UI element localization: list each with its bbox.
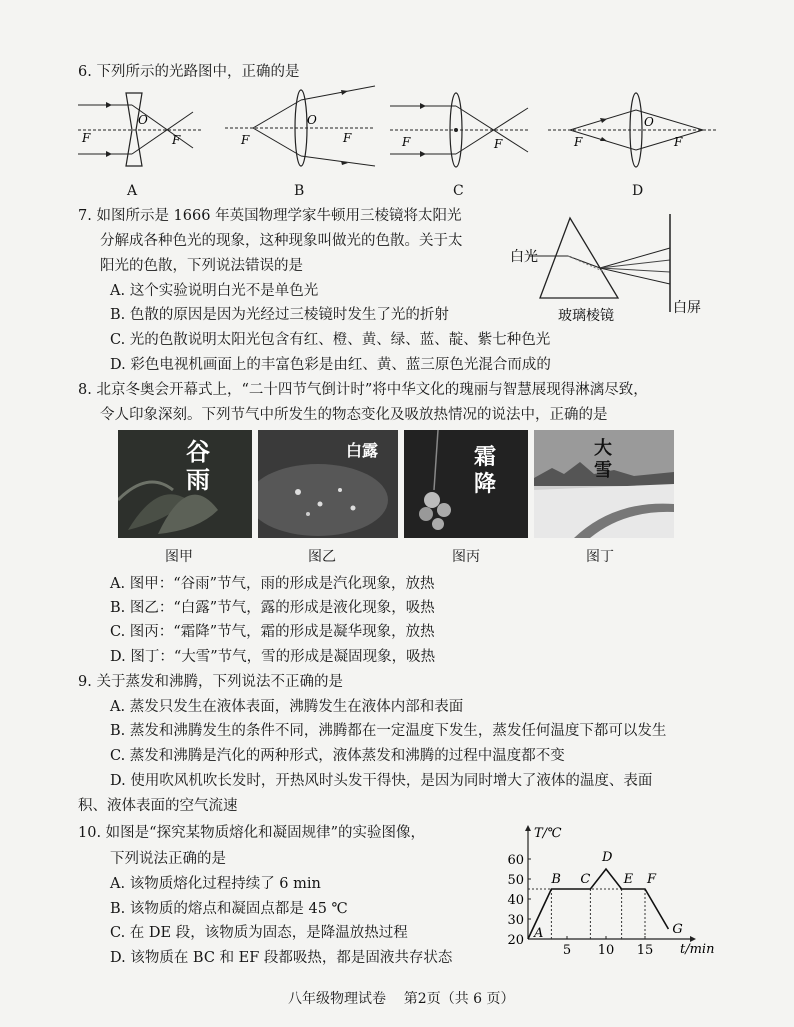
page-footer: 八年级物理试卷 第2页（共 6 页） [288, 991, 515, 1007]
photo-daxue-title: 大雪 [594, 438, 612, 481]
caption-jia: 图甲 [165, 549, 193, 565]
caption-bing: 图丙 [452, 549, 480, 565]
q7-stem-line3: 阳光的色散，下列说法错误的是 [100, 258, 303, 274]
q8-stem-line1: 8. 北京冬奥会开幕式上，“二十四节气倒计时”将中华文化的瑰丽与智慧展现得淋漓尽致， [78, 382, 648, 398]
q6-label-d: D [632, 183, 644, 199]
q9-option-c: C. 蒸发和沸腾是汽化的两种形式，液体蒸发和沸腾的过程中温度都不变 [110, 748, 565, 764]
y-tick-label: 40 [507, 893, 524, 908]
y-tick-label: 60 [507, 853, 524, 868]
photo-shuangjiang-title: 霜降 [474, 444, 497, 497]
q6-diagram-d [548, 90, 718, 170]
svg-text:F: F [574, 135, 583, 149]
q7-stem-line1: 7. 如图所示是 1666 年英国物理学家牛顿用三棱镜将太阳光 [78, 208, 462, 224]
q8-stem-line2: 令人印象深刻。下列节气中所发生的物态变化及吸放热情况的说法中，正确的是 [100, 407, 608, 423]
q7-option-d: D. 彩色电视机画面上的丰富色彩是由红、黄、蓝三原色光混合而成的 [110, 357, 551, 373]
q7-stem-line2: 分解成各种色光的现象，这种现象叫做光的色散。关于太 [100, 233, 463, 249]
y-axis-arrow [525, 825, 531, 831]
q6-label-c: C [453, 183, 464, 199]
x-axis-label: t/min [680, 942, 715, 957]
svg-text:F: F [494, 137, 503, 151]
svg-text:O: O [138, 113, 148, 127]
caption-yi: 图乙 [308, 549, 336, 565]
svg-text:玻璃棱镜: 玻璃棱镜 [558, 308, 614, 324]
q7-option-a: A. 这个实验说明白光不是单色光 [110, 283, 319, 299]
svg-text:F: F [674, 135, 683, 149]
q9-option-b: B. 蒸发和沸腾发生的条件不同，沸腾都在一定温度下发生，蒸发任何温度下都可以发生 [110, 723, 667, 739]
point-label: A [534, 926, 544, 941]
q8-option-c: C. 图丙：“霜降”节气，霜的形成是凝华现象，放热 [110, 624, 435, 640]
photo-daxue [534, 430, 674, 538]
q9-option-d-cont: 积、液体表面的空气流速 [78, 798, 238, 814]
svg-text:F: F [402, 135, 411, 149]
q10-option-a: A. 该物质熔化过程持续了 6 min [110, 876, 321, 892]
q7-option-b: B. 色散的原因是因为光经过三棱镜时发生了光的折射 [110, 307, 449, 323]
svg-text:白屏: 白屏 [673, 300, 701, 316]
q6-diagram-c [390, 90, 530, 170]
point-label: F [647, 872, 657, 887]
caption-ding: 图丁 [586, 549, 614, 565]
photo-shuangjiang [404, 430, 528, 538]
q6-diagram-b [225, 84, 380, 168]
x-tick-label: 5 [562, 943, 572, 958]
x-tick-label: 10 [597, 943, 615, 958]
svg-text:白光: 白光 [510, 249, 538, 265]
q7-option-c: C. 光的色散说明太阳光包含有红、橙、黄、绿、蓝、靛、紫七种色光 [110, 332, 551, 348]
photo-bailu-title: 白露 [346, 441, 379, 460]
photo-bailu [258, 430, 398, 538]
photo-guyu [118, 430, 252, 538]
q6-diagram-a [78, 88, 203, 168]
q10-option-b: B. 该物质的熔点和凝固点都是 45 ℃ [110, 901, 348, 917]
q10-stem-line1: 10. 如图是“探究某物质熔化和凝固规律”的实验图像， [78, 825, 425, 841]
y-axis-label: T/℃ [534, 826, 562, 841]
q10-option-c: C. 在 DE 段，该物质为固态，是降温放热过程 [110, 925, 408, 941]
svg-text:F: F [82, 131, 91, 145]
x-tick-label: 15 [636, 943, 654, 958]
y-tick-label: 50 [507, 873, 524, 888]
q8-option-a: A. 图甲：“谷雨”节气，雨的形成是汽化现象，放热 [110, 576, 435, 592]
point-label: B [551, 872, 561, 887]
q10-stem-line2: 下列说法正确的是 [110, 851, 226, 867]
point-label: D [602, 850, 613, 865]
q9-option-a: A. 蒸发只发生在液体表面，沸腾发生在液体内部和表面 [110, 699, 464, 715]
point-label: E [623, 872, 634, 887]
photo-guyu-title: 谷雨 [186, 437, 210, 494]
q6-stem: 6. 下列所示的光路图中，正确的是 [78, 64, 300, 80]
svg-text:F: F [343, 131, 352, 145]
y-tick-label: 30 [507, 913, 524, 928]
q8-option-b: B. 图乙：“白露”节气，露的形成是液化现象，吸热 [110, 600, 435, 616]
q6-label-a: A [127, 183, 138, 199]
q8-option-d: D. 图丁：“大雪”节气，雪的形成是凝固现象，吸热 [110, 649, 436, 665]
svg-text:F: F [241, 133, 250, 147]
q9-stem: 9. 关于蒸发和沸腾，下列说法不正确的是 [78, 674, 343, 690]
q9-option-d: D. 使用吹风机吹长发时，开热风时头发干得快，是因为同时增大了液体的温度、表面 [110, 773, 653, 789]
q10-option-d: D. 该物质在 BC 和 EF 段都吸热，都是固液共存状态 [110, 950, 453, 966]
svg-text:O: O [644, 115, 654, 129]
q7-prism-diagram [510, 212, 725, 324]
svg-text:F: F [172, 133, 181, 147]
point-label: G [672, 922, 683, 937]
svg-text:O: O [307, 113, 317, 127]
temperature-time-chart [498, 812, 718, 972]
point-label: C [580, 872, 591, 887]
y-tick-label: 20 [507, 933, 524, 948]
q6-label-b: B [294, 183, 305, 199]
